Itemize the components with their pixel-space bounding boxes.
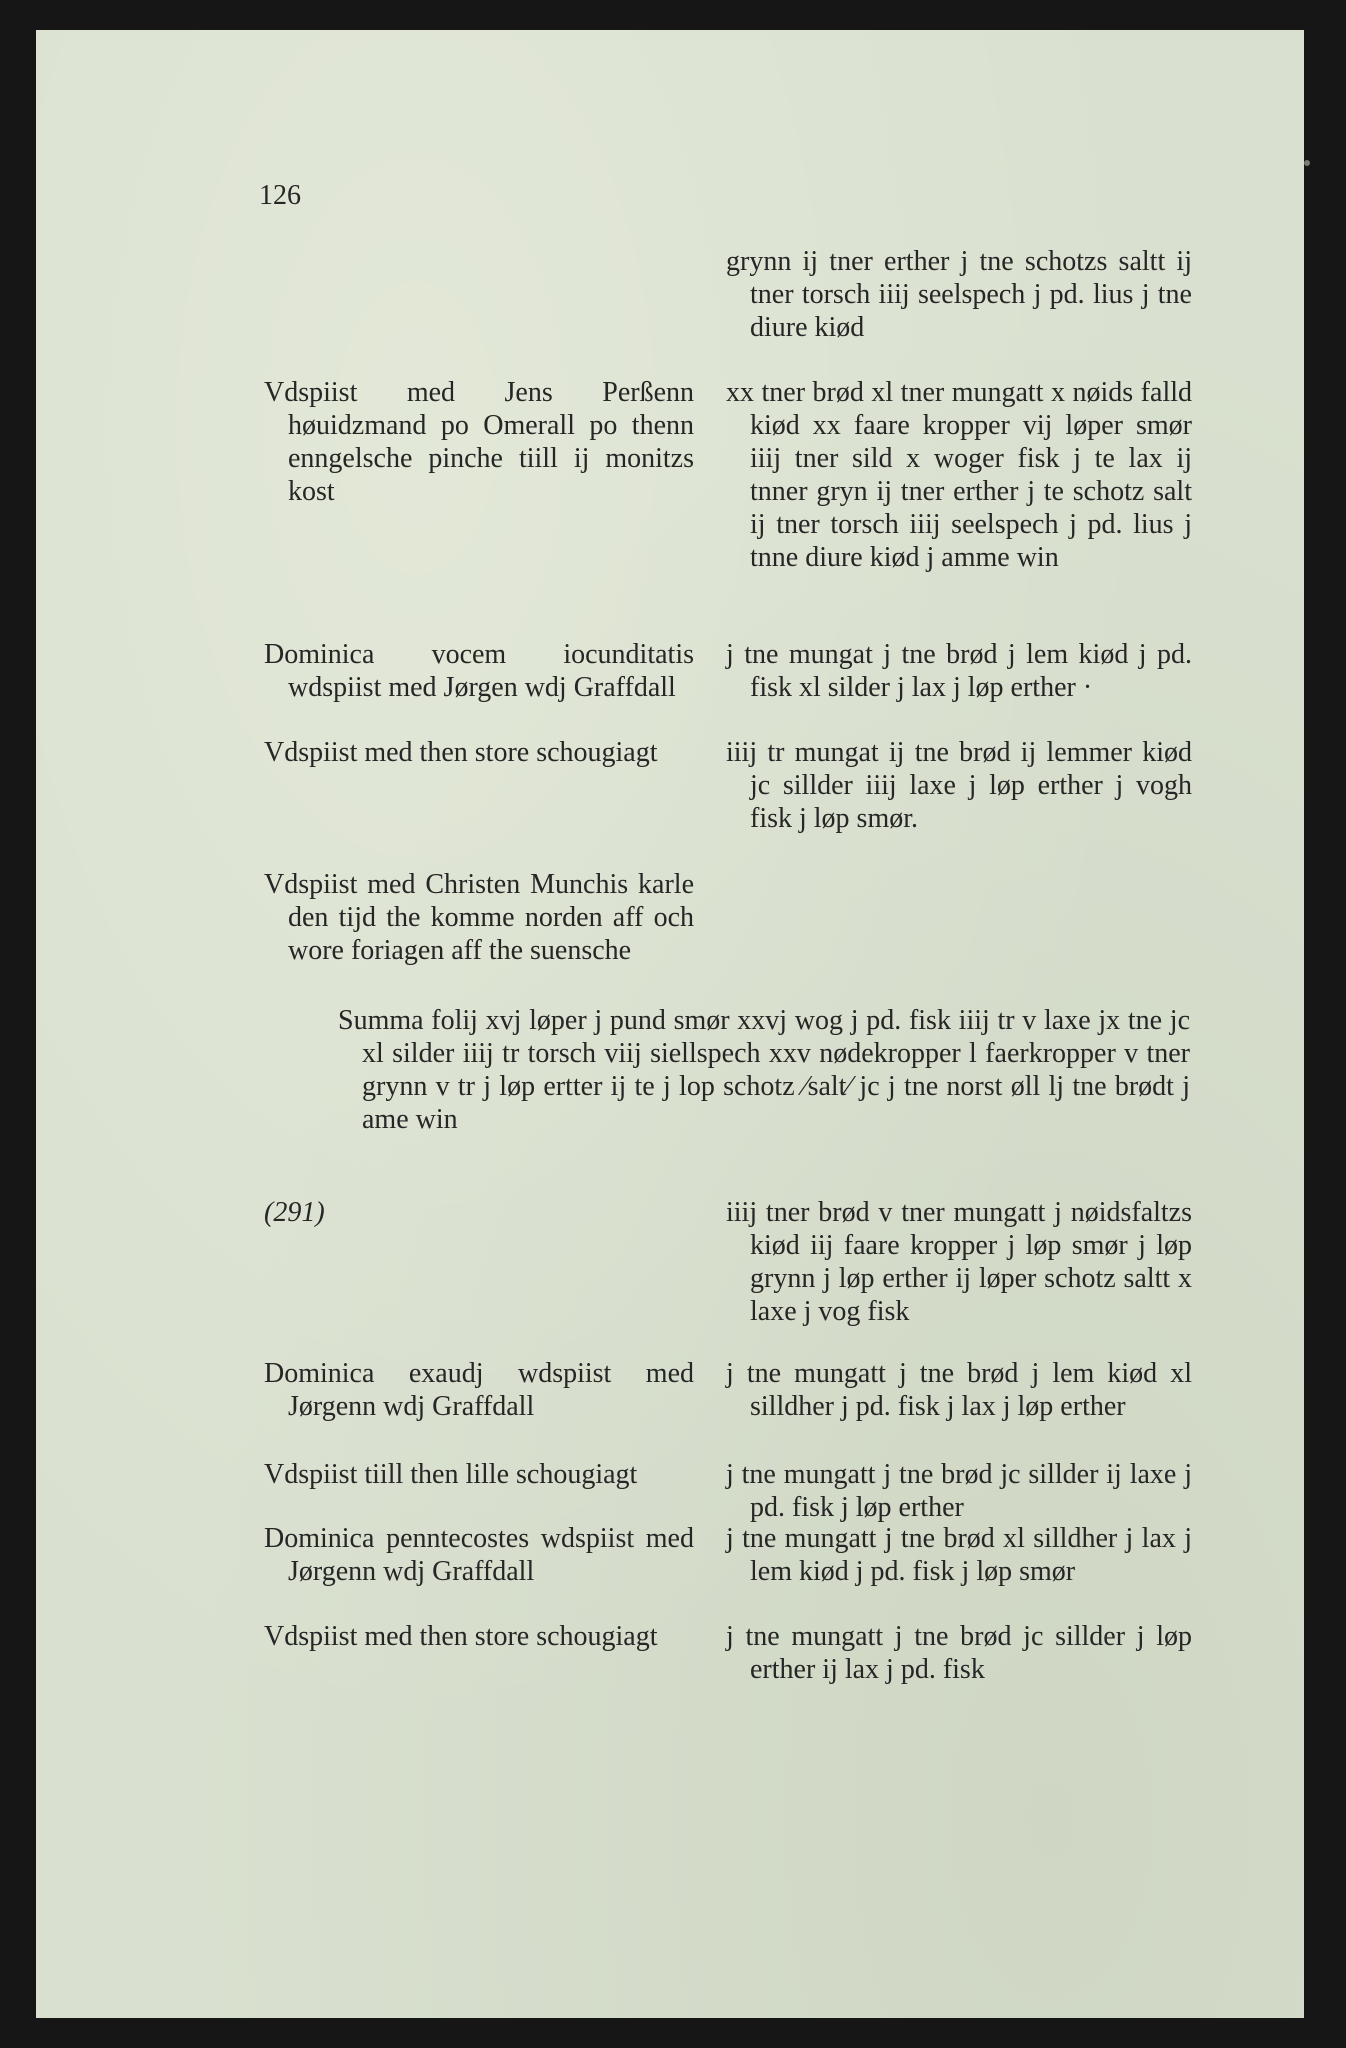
entry-2-right: xx tner brød xl tner mungatt x nøids falld kiød xx faare kropper vij løper smør iiij tner sild x woger fisk j te lax ij tnner gryn ij tner erther j te schotz salt ij tner torsch iiij seelspech j pd. lius j tnne diure kiød j amme win xyxy=(726,377,1192,573)
page-number: 126 xyxy=(259,180,301,211)
entry-2-left: Vdspiist med Jens Perßenn høuidzmand po Omerall po thenn enngelsche pinche tiill ij monitzs kost xyxy=(264,377,694,507)
paper-speck xyxy=(1304,160,1310,166)
entry-3-left: Dominica vocem iocunditatis wdspiist med Jørgen wdj Graffdall xyxy=(264,639,694,703)
entry-10-right: j tne mungatt j tne brød jc sillder j løp erther ij lax j pd. fisk xyxy=(726,1621,1192,1685)
entry-4-right: iiij tr mungat ij tne brød ij lemmer kiød jc sillder iiij laxe j løp erther j vogh fisk j løp smør. xyxy=(726,737,1192,834)
entry-5-left: Vdspiist med Christen Munchis karle den tijd the komme norden aff och wore foriagen aff the suensche xyxy=(264,869,694,966)
entry-1-right: grynn ij tner erther j tne schotzs saltt ij tner torsch iiij seelspech j pd. lius j tne diure kiød xyxy=(726,246,1192,343)
entry-8-right: j tne mungatt j tne brød jc sillder ij laxe j pd. fisk j løp erther xyxy=(726,1459,1192,1523)
entry-7-left: Dominica exaudj wdspiist med Jørgenn wdj Graffdall xyxy=(264,1358,694,1422)
entry-3-right: j tne mungat j tne brød j lem kiød j pd. fisk xl silder j lax j løp erther · xyxy=(726,639,1192,703)
entry-8-left: Vdspiist tiill then lille schougiagt xyxy=(264,1459,638,1490)
reference-number: (291) xyxy=(264,1197,325,1228)
entry-6-right: iiij tner brød v tner mungatt j nøidsfaltzs kiød iij faare kropper j løp smør j løp grynn j løp erther ij løper schotz saltt x laxe j vog fisk xyxy=(726,1197,1192,1327)
entry-7-right: j tne mungatt j tne brød j lem kiød xl silldher j pd. fisk j lax j løp erther xyxy=(726,1358,1192,1422)
entry-9-right: j tne mungatt j tne brød xl silldher j lax j lem kiød j pd. fisk j løp smør xyxy=(726,1523,1192,1587)
entry-10-left: Vdspiist med then store schougiagt xyxy=(264,1621,658,1652)
entry-9-left: Dominica penntecostes wdspiist med Jørgenn wdj Graffdall xyxy=(264,1523,694,1587)
summa-paragraph: Summa folij xvj løper j pund smør xxvj wog j pd. fisk iiij tr v laxe jx tne jc xl silder iiij tr torsch viij siellspech xxv nødekropper l faerkropper v tner grynn v tr j løp ertter ij te j lop schotz ⁄salt⁄ jc j tne norst øll lj tne brødt j ame win xyxy=(338,1005,1190,1135)
entry-4-left: Vdspiist med then store schougiagt xyxy=(264,737,658,768)
